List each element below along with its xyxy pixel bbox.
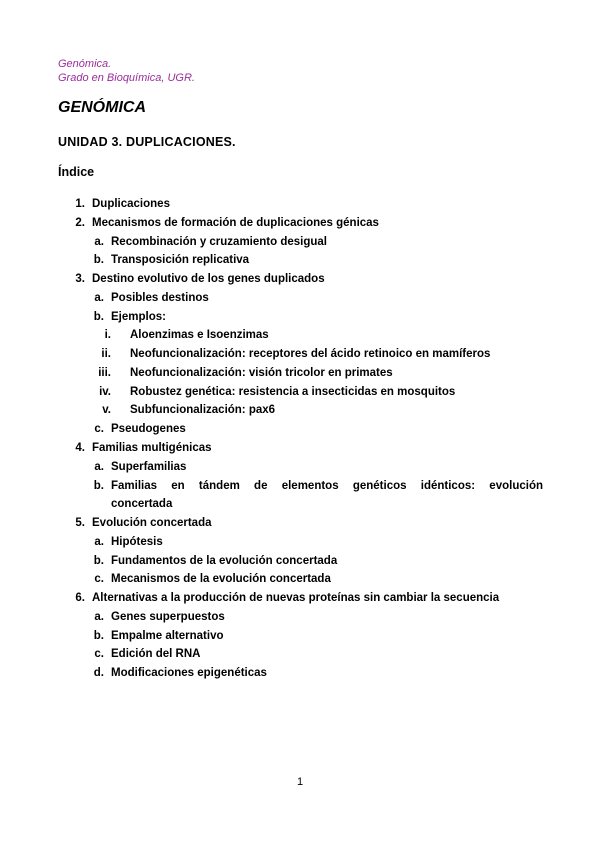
toc-item-marker: c. <box>94 648 104 660</box>
toc-item-marker: b. <box>93 630 104 642</box>
toc-item-text: Mecanismos de la evolución concertada <box>111 573 331 585</box>
toc-item-marker: b. <box>93 555 104 567</box>
toc-item-text: Neofuncionalización: receptores del ácido retinoico en mamíferos <box>130 348 491 360</box>
toc-item-text: Edición del RNA <box>111 648 201 660</box>
toc-item-marker: 3. <box>75 273 85 285</box>
header-line-2: Grado en Bioquímica, UGR. <box>58 72 195 84</box>
toc-item-marker: 4. <box>75 442 85 454</box>
toc-item-marker: iv. <box>99 386 111 398</box>
toc-item-marker: a. <box>94 536 104 548</box>
toc-item-text: Subfuncionalización: pax6 <box>130 404 276 416</box>
toc-item-text: Hipótesis <box>111 536 163 548</box>
toc-item-text: Modificaciones epigenéticas <box>111 667 267 679</box>
toc-item-text: Familias en tándem de elementos genéticos idénticos: evolución <box>111 480 543 492</box>
toc-item-marker: 1. <box>75 198 85 210</box>
toc-item-text: Empalme alternativo <box>111 630 224 642</box>
toc-item-text: Duplicaciones <box>92 198 170 210</box>
toc-item-marker: ii. <box>101 348 111 360</box>
toc-item-marker: 6. <box>75 592 85 604</box>
toc-item-marker: 2. <box>75 217 85 229</box>
toc-item-text: Transposición replicativa <box>111 254 250 266</box>
toc-item-marker: i. <box>104 329 111 341</box>
toc-item-text: Fundamentos de la evolución concertada <box>111 555 338 567</box>
toc-item-marker: c. <box>94 423 104 435</box>
toc-item-marker: a. <box>94 611 104 623</box>
toc-item-text: Alternativas a la producción de nuevas proteínas sin cambiar la secuencia <box>92 592 500 604</box>
document-title: GENÓMICA <box>58 99 146 116</box>
toc-item-text: Neofuncionalización: visión tricolor en primates <box>130 367 393 379</box>
toc-item-text: Pseudogenes <box>111 423 186 435</box>
unit-title: UNIDAD 3. DUPLICACIONES. <box>58 135 236 149</box>
index-heading: Índice <box>58 165 95 179</box>
toc-item-text: concertada <box>111 498 173 510</box>
toc-item-marker: a. <box>94 236 104 248</box>
toc-item-text: Familias multigénicas <box>92 442 212 454</box>
toc-item-marker: 5. <box>75 517 85 529</box>
page-number: 1 <box>296 776 304 788</box>
toc-item-marker: b. <box>93 311 104 323</box>
toc-item-text: Evolución concertada <box>92 517 212 529</box>
toc-item-marker: b. <box>93 480 104 492</box>
toc-item-text: Mecanismos de formación de duplicaciones génicas <box>92 217 379 229</box>
toc-item-marker: iii. <box>98 367 111 379</box>
toc-item-text: Genes superpuestos <box>111 611 225 623</box>
toc-item-marker: c. <box>94 573 104 585</box>
toc-item-text: Posibles destinos <box>111 292 209 304</box>
toc-item-marker: b. <box>93 254 104 266</box>
toc-item-marker: a. <box>94 461 104 473</box>
toc-item-text: Recombinación y cruzamiento desigual <box>111 236 327 248</box>
toc-item-text: Aloenzimas e Isoenzimas <box>130 329 269 341</box>
toc-item-marker: v. <box>102 404 111 416</box>
toc-item-text: Destino evolutivo de los genes duplicados <box>92 273 325 285</box>
toc-item-marker: d. <box>93 667 104 679</box>
toc-item-text: Superfamilias <box>111 461 187 473</box>
toc-item-text: Ejemplos: <box>111 311 166 323</box>
header-line-1: Genómica. <box>58 58 112 70</box>
toc-item-text: Robustez genética: resistencia a insecticidas en mosquitos <box>130 386 456 398</box>
toc-item-marker: a. <box>94 292 104 304</box>
